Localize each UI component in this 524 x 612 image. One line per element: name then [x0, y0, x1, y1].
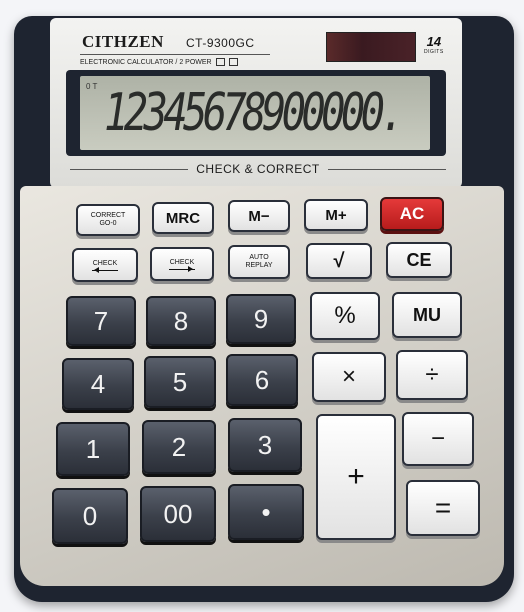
multiply-key[interactable]: × — [312, 352, 386, 402]
subline-label: ELECTRONIC CALCULATOR / 2 POWER — [80, 58, 212, 66]
correct-key-label: CORRECT GO-0 — [90, 212, 126, 227]
m-minus-key[interactable]: M− — [228, 200, 290, 232]
arrow-left-icon — [92, 270, 118, 271]
digit-3-key[interactable]: 3 — [228, 418, 302, 472]
arrow-right-icon — [169, 269, 195, 270]
model-number: CT-9300GC — [186, 36, 255, 50]
correct-key[interactable] — [76, 204, 140, 236]
sqrt-key[interactable]: √ — [306, 243, 372, 279]
digit-0-key[interactable]: 0 — [52, 488, 128, 544]
check-back-key[interactable] — [72, 248, 138, 282]
check-forward-label: CHECK — [169, 258, 195, 266]
display-value: 12345678900000. — [104, 83, 401, 143]
divider-left — [70, 169, 188, 170]
digit-4-key[interactable]: 4 — [62, 358, 134, 410]
mrc-key[interactable]: MRC — [152, 202, 214, 234]
m-plus-key[interactable]: M+ — [304, 199, 368, 231]
divide-key[interactable]: ÷ — [396, 350, 468, 400]
ac-key[interactable]: AC — [380, 197, 444, 231]
solar-icon — [229, 58, 238, 66]
check-forward-key[interactable] — [150, 247, 214, 281]
ce-key[interactable]: CE — [386, 242, 452, 278]
digits-badge — [424, 34, 444, 55]
decimal-key[interactable]: • — [228, 484, 304, 540]
mu-key[interactable]: MU — [392, 292, 462, 338]
digits-label: DIGITS — [424, 49, 444, 55]
check-correct-text: CHECK & CORRECT — [196, 162, 320, 176]
digits-number: 14 — [426, 34, 442, 49]
digit-8-key[interactable]: 8 — [146, 296, 216, 346]
display-indicator: 0 T — [86, 82, 98, 91]
subline-text — [80, 54, 270, 68]
brand-logo: CITHZEN — [82, 32, 164, 51]
equals-key[interactable]: = — [406, 480, 480, 536]
digit-6-key[interactable]: 6 — [226, 354, 298, 406]
minus-key[interactable]: − — [402, 412, 474, 466]
digit-1-key[interactable]: 1 — [56, 422, 130, 476]
check-correct-label — [70, 162, 446, 176]
power-icon — [216, 58, 225, 66]
plus-key[interactable]: + — [316, 414, 396, 540]
solar-panel — [326, 32, 416, 62]
auto-replay-key[interactable] — [228, 245, 290, 279]
digit-9-key[interactable]: 9 — [226, 294, 296, 344]
check-back-label: CHECK — [92, 259, 118, 267]
auto-replay-label: AUTO REPLAY — [245, 254, 273, 269]
divider-right — [328, 169, 446, 170]
percent-key[interactable]: % — [310, 292, 380, 340]
digit-5-key[interactable]: 5 — [144, 356, 216, 408]
digit-7-key[interactable]: 7 — [66, 296, 136, 346]
digit-00-key[interactable]: 00 — [140, 486, 216, 542]
digit-2-key[interactable]: 2 — [142, 420, 216, 474]
